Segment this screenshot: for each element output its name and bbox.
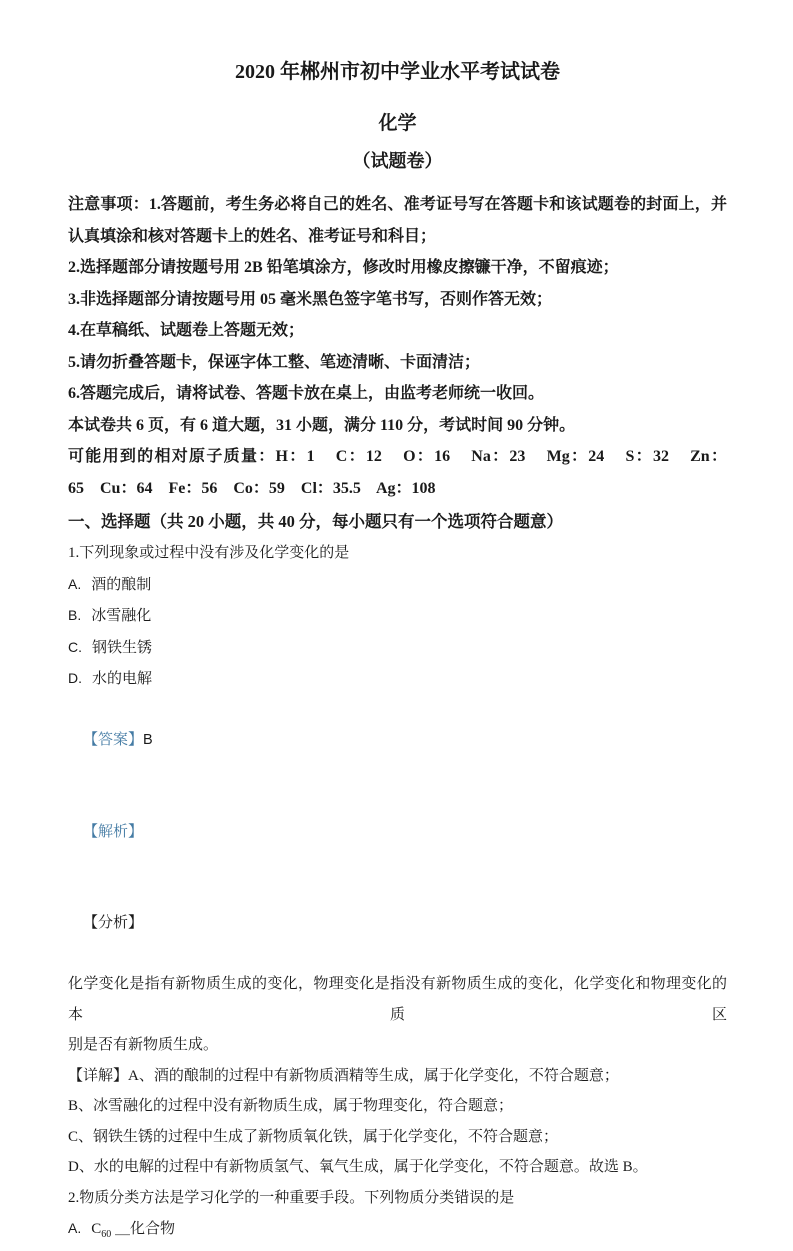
analysis-text-line: 化学变化是指有新物质生成的变化，物理变化是指没有新物质生成的变化，化学变化和物理变化的本质区 xyxy=(68,976,727,1023)
option-formula: $C_{60}$ xyxy=(91,1221,112,1240)
question-2-option-a xyxy=(68,1213,727,1251)
atomic-mass-line: 可能用到的相对原子质量：H：1 C：12 O：16 Na：23 Mg：24 S：32 Zn： xyxy=(68,448,727,465)
option-letter: D. xyxy=(68,670,82,686)
detail-line-d: D、水的电解的过程中有新物质氢气、氧气生成，属于化学变化，不符合题意。故选 B。 xyxy=(68,1159,648,1175)
notice-line: 认真填涂和核对答题卡上的姓名、准考证号和科目； xyxy=(68,227,437,245)
notice-block xyxy=(68,189,727,504)
question-1-option-a xyxy=(68,569,727,601)
question-2-stem: 2.物质分类方法是学习化学的一种重要手段。下列物质分类错误的是 xyxy=(68,1189,515,1206)
question-1-option-b xyxy=(68,600,727,632)
answer-value: B xyxy=(143,732,153,748)
detail-line-a: 【详解】A、酒的酿制的过程中有新物质酒精等生成，属于化学变化，不符合题意； xyxy=(68,1067,619,1084)
explanation-tag: 【解析】 xyxy=(83,823,144,840)
atomic-mass-line: 65 Cu：64 Fe：56 Co：59 Cl：35.5 Ag：108 xyxy=(68,479,436,497)
option-letter: B. xyxy=(68,607,82,623)
option-text: 水的电解 xyxy=(92,671,153,687)
detail-line-c: C、钢铁生锈的过程中生成了新物质氧化铁，属于化学变化，不符合题意； xyxy=(68,1128,559,1145)
option-letter: A. xyxy=(68,575,82,592)
answer-tag: 【答案】 xyxy=(83,732,144,748)
question-1-option-d xyxy=(68,663,727,695)
section-one-heading: 一、选择题（共 20 小题，共 40 分，每小题只有一个选项符合题意） xyxy=(68,512,563,531)
option-text: 钢铁生锈 xyxy=(92,639,153,656)
detail-line-b: B、冰雪融化的过程中没有新物质生成，属于物理变化，符合题意； xyxy=(68,1098,514,1114)
explanation-tag-row xyxy=(68,786,727,878)
page-title: 2020 年郴州市初中学业水平考试试卷 xyxy=(235,61,560,83)
question-1-stem: 1.下列现象或过程中没有涉及化学变化的是 xyxy=(68,545,350,561)
option-text: ＿化合物 xyxy=(111,1221,176,1237)
question-1-option-c xyxy=(68,632,727,664)
subject-title: 化学 xyxy=(378,113,417,134)
option-text: 冰雪融化 xyxy=(91,608,152,624)
analysis-text-line: 别是否有新物质生成。 xyxy=(68,1037,219,1053)
option-text: 酒的酿制 xyxy=(91,576,152,593)
exam-info-line: 本试卷共 6 页，有 6 道大题，31 小题，满分 110 分，考试时间 90 分钟。 xyxy=(68,416,576,434)
option-letter: A. xyxy=(68,1220,82,1236)
notice-line: 3.非选择题部分请按题号用 05 毫米黑色签字笔书写，否则作答无效； xyxy=(68,290,553,308)
analysis-tag-row xyxy=(68,878,727,970)
notice-line: 注意事项：1.答题前，考生务必将自己的姓名、准考证号写在答题卡和该试题卷的封面上，并 xyxy=(68,196,727,213)
notice-line: 2.选择题部分请按题号用 2B 铅笔填涂方，修改时用橡皮擦镰干净，不留痕迹； xyxy=(68,259,619,276)
formula-subscript: 60 xyxy=(101,1229,112,1240)
option-letter: C. xyxy=(68,638,82,655)
analysis-tag: 【分析】 xyxy=(83,915,144,931)
paper-type-label: （试题卷） xyxy=(352,151,443,171)
notice-line: 5.请勿折叠答题卡，保诬字体工整、笔迹清晰、卡面清洁； xyxy=(68,353,481,371)
notice-line: 4.在草稿纸、试题卷上答题无效； xyxy=(68,322,305,339)
notice-line: 6.答题完成后，请将试卷、答题卡放在桌上，由监考老师统一收回。 xyxy=(68,385,545,402)
answer-row xyxy=(68,695,727,787)
